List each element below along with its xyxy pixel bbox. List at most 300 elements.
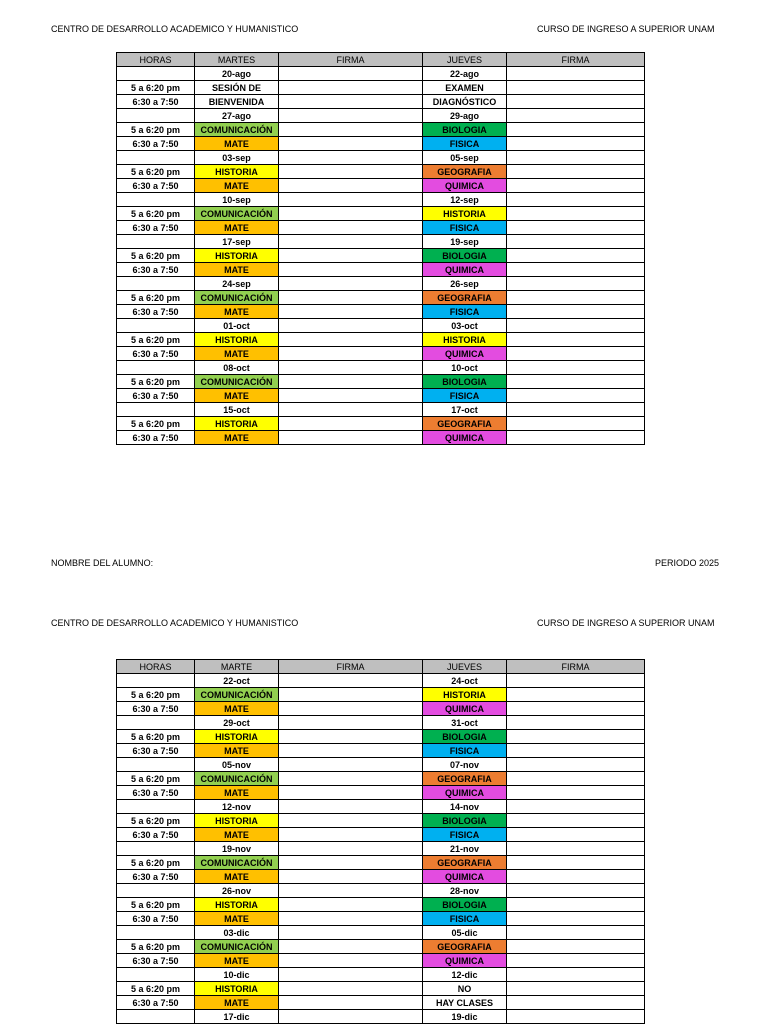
table-row xyxy=(117,996,645,1010)
horas-cell xyxy=(117,403,195,417)
firma-cell[interactable] xyxy=(507,417,645,431)
firma-cell[interactable] xyxy=(279,347,423,361)
firma-cell[interactable] xyxy=(507,1010,645,1024)
table-row xyxy=(117,291,645,305)
firma-cell[interactable] xyxy=(507,67,645,81)
table-row xyxy=(117,744,645,758)
jueves-cell: 22-ago xyxy=(423,67,507,81)
firma-cell[interactable] xyxy=(507,842,645,856)
martes-cell: 15-oct xyxy=(195,403,279,417)
firma-cell[interactable] xyxy=(279,361,423,375)
institution-title: CENTRO DE DESARROLLO ACADEMICO Y HUMANISTICO xyxy=(51,24,299,34)
table-row xyxy=(117,912,645,926)
jueves-cell: 24-oct xyxy=(423,674,507,688)
table-row xyxy=(117,926,645,940)
firma-cell[interactable] xyxy=(507,165,645,179)
firma-cell[interactable] xyxy=(507,716,645,730)
martes-cell: COMUNICACIÓN xyxy=(195,375,279,389)
table-row xyxy=(117,856,645,870)
horas-cell: 6:30 a 7:50 xyxy=(117,828,195,842)
firma-cell[interactable] xyxy=(507,968,645,982)
martes-cell: 29-oct xyxy=(195,716,279,730)
firma-cell[interactable] xyxy=(507,277,645,291)
horas-cell: 5 a 6:20 pm xyxy=(117,123,195,137)
course-title: CURSO DE INGRESO A SUPERIOR UNAM xyxy=(537,618,715,628)
table-row xyxy=(117,277,645,291)
table-row xyxy=(117,814,645,828)
jueves-cell: 12-sep xyxy=(423,193,507,207)
firma-cell[interactable] xyxy=(507,263,645,277)
table-row xyxy=(117,898,645,912)
firma-cell[interactable] xyxy=(279,375,423,389)
martes-cell: MATE xyxy=(195,786,279,800)
table-row xyxy=(117,249,645,263)
jueves-cell: BIOLOGIA xyxy=(423,375,507,389)
horas-cell: 5 a 6:20 pm xyxy=(117,291,195,305)
firma-cell[interactable] xyxy=(507,744,645,758)
martes-cell: MATE xyxy=(195,263,279,277)
firma-cell[interactable] xyxy=(279,716,423,730)
horas-cell: 6:30 a 7:50 xyxy=(117,305,195,319)
horas-cell xyxy=(117,193,195,207)
jueves-cell: HISTORIA xyxy=(423,688,507,702)
martes-cell: MATE xyxy=(195,996,279,1010)
firma-cell[interactable] xyxy=(279,417,423,431)
table-row xyxy=(117,305,645,319)
jueves-cell: EXAMEN xyxy=(423,81,507,95)
table-row xyxy=(117,431,645,445)
jueves-cell: QUIMICA xyxy=(423,870,507,884)
col-header-jueves: JUEVES xyxy=(423,53,507,67)
horas-cell: 6:30 a 7:50 xyxy=(117,179,195,193)
firma-cell[interactable] xyxy=(279,730,423,744)
firma-cell[interactable] xyxy=(279,263,423,277)
horas-cell: 5 a 6:20 pm xyxy=(117,249,195,263)
table-row xyxy=(117,179,645,193)
firma-cell[interactable] xyxy=(279,996,423,1010)
firma-cell[interactable] xyxy=(279,982,423,996)
table-row xyxy=(117,221,645,235)
martes-cell: HISTORIA xyxy=(195,249,279,263)
firma-cell[interactable] xyxy=(279,81,423,95)
firma-cell[interactable] xyxy=(507,800,645,814)
martes-cell: HISTORIA xyxy=(195,982,279,996)
martes-cell: HISTORIA xyxy=(195,417,279,431)
horas-cell xyxy=(117,319,195,333)
firma-cell[interactable] xyxy=(507,940,645,954)
col-header-firma: FIRMA xyxy=(279,53,423,67)
firma-cell[interactable] xyxy=(279,95,423,109)
firma-cell[interactable] xyxy=(279,898,423,912)
martes-cell: HISTORIA xyxy=(195,333,279,347)
firma-cell[interactable] xyxy=(279,814,423,828)
firma-cell[interactable] xyxy=(279,165,423,179)
table-row xyxy=(117,403,645,417)
table-row xyxy=(117,165,645,179)
jueves-cell: FISICA xyxy=(423,221,507,235)
firma-cell[interactable] xyxy=(279,702,423,716)
col-header-horas: HORAS xyxy=(117,660,195,674)
jueves-cell: 05-sep xyxy=(423,151,507,165)
horas-cell: 6:30 a 7:50 xyxy=(117,137,195,151)
firma-cell[interactable] xyxy=(507,291,645,305)
firma-cell[interactable] xyxy=(279,758,423,772)
jueves-cell: GEOGRAFIA xyxy=(423,165,507,179)
horas-cell xyxy=(117,758,195,772)
firma-cell[interactable] xyxy=(507,926,645,940)
firma-cell[interactable] xyxy=(507,688,645,702)
martes-cell: MATE xyxy=(195,870,279,884)
jueves-cell: 26-sep xyxy=(423,277,507,291)
martes-cell: MATE xyxy=(195,389,279,403)
martes-cell: 10-dic xyxy=(195,968,279,982)
firma-cell[interactable] xyxy=(507,109,645,123)
martes-cell: 20-ago xyxy=(195,67,279,81)
jueves-cell: 17-oct xyxy=(423,403,507,417)
horas-cell xyxy=(117,716,195,730)
jueves-cell: GEOGRAFIA xyxy=(423,291,507,305)
martes-cell: COMUNICACIÓN xyxy=(195,291,279,305)
horas-cell: 5 a 6:20 pm xyxy=(117,772,195,786)
jueves-cell: 07-nov xyxy=(423,758,507,772)
jueves-cell: HISTORIA xyxy=(423,333,507,347)
firma-cell[interactable] xyxy=(507,123,645,137)
horas-cell: 6:30 a 7:50 xyxy=(117,996,195,1010)
horas-cell xyxy=(117,361,195,375)
horas-cell: 6:30 a 7:50 xyxy=(117,431,195,445)
horas-cell: 6:30 a 7:50 xyxy=(117,954,195,968)
martes-cell: MATE xyxy=(195,912,279,926)
firma-cell[interactable] xyxy=(279,674,423,688)
firma-cell[interactable] xyxy=(507,431,645,445)
table-row xyxy=(117,870,645,884)
jueves-cell: 12-dic xyxy=(423,968,507,982)
jueves-cell: DIAGNÓSTICO xyxy=(423,95,507,109)
firma-cell[interactable] xyxy=(279,431,423,445)
period-label: PERIODO 2025 xyxy=(655,558,720,568)
firma-cell[interactable] xyxy=(507,179,645,193)
martes-cell: MATE xyxy=(195,702,279,716)
jueves-cell: QUIMICA xyxy=(423,954,507,968)
martes-cell: COMUNICACIÓN xyxy=(195,856,279,870)
horas-cell: 6:30 a 7:50 xyxy=(117,263,195,277)
col-header-martes: MARTES xyxy=(195,53,279,67)
horas-cell: 6:30 a 7:50 xyxy=(117,870,195,884)
table-row xyxy=(117,123,645,137)
table-header-row xyxy=(117,53,645,67)
col-header-horas: HORAS xyxy=(117,53,195,67)
firma-cell[interactable] xyxy=(279,786,423,800)
horas-cell xyxy=(117,674,195,688)
jueves-cell: QUIMICA xyxy=(423,347,507,361)
martes-cell: HISTORIA xyxy=(195,165,279,179)
table-row xyxy=(117,1010,645,1024)
jueves-cell: 19-dic xyxy=(423,1010,507,1024)
table-row xyxy=(117,688,645,702)
jueves-cell: 29-ago xyxy=(423,109,507,123)
firma-cell[interactable] xyxy=(279,842,423,856)
jueves-cell: BIOLOGIA xyxy=(423,898,507,912)
col-header-jueves: JUEVES xyxy=(423,660,507,674)
firma-cell[interactable] xyxy=(507,81,645,95)
jueves-cell: QUIMICA xyxy=(423,786,507,800)
firma-cell[interactable] xyxy=(507,389,645,403)
firma-cell[interactable] xyxy=(279,151,423,165)
martes-cell: COMUNICACIÓN xyxy=(195,207,279,221)
firma-cell[interactable] xyxy=(279,305,423,319)
firma-cell[interactable] xyxy=(507,207,645,221)
schedule-table-2 xyxy=(116,659,645,1024)
jueves-cell: FISICA xyxy=(423,828,507,842)
firma-cell[interactable] xyxy=(279,207,423,221)
horas-cell: 5 a 6:20 pm xyxy=(117,730,195,744)
jueves-cell: GEOGRAFIA xyxy=(423,940,507,954)
table-row xyxy=(117,319,645,333)
firma-cell[interactable] xyxy=(279,221,423,235)
horas-cell: 5 a 6:20 pm xyxy=(117,333,195,347)
horas-cell xyxy=(117,884,195,898)
table-row xyxy=(117,207,645,221)
jueves-cell: HAY CLASES xyxy=(423,996,507,1010)
firma-cell[interactable] xyxy=(507,95,645,109)
firma-cell[interactable] xyxy=(507,856,645,870)
jueves-cell: 10-oct xyxy=(423,361,507,375)
col-header-firma: FIRMA xyxy=(279,660,423,674)
horas-cell: 5 a 6:20 pm xyxy=(117,940,195,954)
table-row xyxy=(117,968,645,982)
table-row xyxy=(117,333,645,347)
horas-cell: 6:30 a 7:50 xyxy=(117,95,195,109)
firma-cell[interactable] xyxy=(507,772,645,786)
table-row xyxy=(117,842,645,856)
table-row xyxy=(117,674,645,688)
jueves-cell: 03-oct xyxy=(423,319,507,333)
table-row xyxy=(117,940,645,954)
table-row xyxy=(117,786,645,800)
firma-cell[interactable] xyxy=(507,674,645,688)
firma-cell[interactable] xyxy=(507,403,645,417)
horas-cell: 6:30 a 7:50 xyxy=(117,389,195,403)
firma-cell[interactable] xyxy=(507,305,645,319)
horas-cell xyxy=(117,1010,195,1024)
firma-cell[interactable] xyxy=(507,912,645,926)
jueves-cell: BIOLOGIA xyxy=(423,249,507,263)
firma-cell[interactable] xyxy=(279,193,423,207)
firma-cell[interactable] xyxy=(279,926,423,940)
martes-cell: MATE xyxy=(195,347,279,361)
student-name-label: NOMBRE DEL ALUMNO: xyxy=(51,558,154,568)
firma-cell[interactable] xyxy=(279,1010,423,1024)
firma-cell[interactable] xyxy=(507,319,645,333)
table-row xyxy=(117,702,645,716)
martes-cell: 26-nov xyxy=(195,884,279,898)
martes-cell: HISTORIA xyxy=(195,898,279,912)
firma-cell[interactable] xyxy=(279,333,423,347)
martes-cell: 24-sep xyxy=(195,277,279,291)
firma-cell[interactable] xyxy=(507,814,645,828)
firma-cell[interactable] xyxy=(507,884,645,898)
martes-cell: MATE xyxy=(195,954,279,968)
martes-cell: 08-oct xyxy=(195,361,279,375)
horas-cell xyxy=(117,109,195,123)
firma-cell[interactable] xyxy=(507,730,645,744)
firma-cell[interactable] xyxy=(507,954,645,968)
horas-cell: 5 a 6:20 pm xyxy=(117,982,195,996)
firma-cell[interactable] xyxy=(279,291,423,305)
firma-cell[interactable] xyxy=(279,870,423,884)
table-row xyxy=(117,982,645,996)
firma-cell[interactable] xyxy=(279,940,423,954)
martes-cell: COMUNICACIÓN xyxy=(195,772,279,786)
jueves-cell: BIOLOGIA xyxy=(423,814,507,828)
table-row xyxy=(117,800,645,814)
martes-cell: COMUNICACIÓN xyxy=(195,688,279,702)
firma-cell[interactable] xyxy=(507,786,645,800)
firma-cell[interactable] xyxy=(507,151,645,165)
firma-cell[interactable] xyxy=(507,870,645,884)
horas-cell: 6:30 a 7:50 xyxy=(117,347,195,361)
firma-cell[interactable] xyxy=(507,828,645,842)
martes-cell: MATE xyxy=(195,305,279,319)
table-row xyxy=(117,151,645,165)
firma-cell[interactable] xyxy=(507,758,645,772)
jueves-cell: 28-nov xyxy=(423,884,507,898)
firma-cell[interactable] xyxy=(279,856,423,870)
firma-cell[interactable] xyxy=(279,249,423,263)
firma-cell[interactable] xyxy=(507,996,645,1010)
firma-cell[interactable] xyxy=(279,800,423,814)
firma-cell[interactable] xyxy=(279,235,423,249)
table-row xyxy=(117,716,645,730)
martes-cell: HISTORIA xyxy=(195,730,279,744)
institution-title: CENTRO DE DESARROLLO ACADEMICO Y HUMANISTICO xyxy=(51,618,299,628)
martes-cell: MATE xyxy=(195,179,279,193)
table-row xyxy=(117,67,645,81)
firma-cell[interactable] xyxy=(279,828,423,842)
col-header-firma: FIRMA xyxy=(507,53,645,67)
jueves-cell: FISICA xyxy=(423,744,507,758)
horas-cell xyxy=(117,235,195,249)
firma-cell[interactable] xyxy=(279,912,423,926)
firma-cell[interactable] xyxy=(279,137,423,151)
martes-cell: MATE xyxy=(195,431,279,445)
table-row xyxy=(117,235,645,249)
martes-cell: COMUNICACIÓN xyxy=(195,940,279,954)
firma-cell[interactable] xyxy=(279,772,423,786)
horas-cell xyxy=(117,842,195,856)
horas-cell xyxy=(117,151,195,165)
firma-cell[interactable] xyxy=(507,361,645,375)
martes-cell: 17-dic xyxy=(195,1010,279,1024)
table-row xyxy=(117,95,645,109)
martes-cell: 03-sep xyxy=(195,151,279,165)
firma-cell[interactable] xyxy=(507,347,645,361)
table-row xyxy=(117,109,645,123)
horas-cell: 5 a 6:20 pm xyxy=(117,814,195,828)
table-row xyxy=(117,263,645,277)
firma-cell[interactable] xyxy=(279,389,423,403)
firma-cell[interactable] xyxy=(279,277,423,291)
firma-cell[interactable] xyxy=(279,968,423,982)
martes-cell: 05-nov xyxy=(195,758,279,772)
firma-cell[interactable] xyxy=(279,688,423,702)
horas-cell: 5 a 6:20 pm xyxy=(117,81,195,95)
jueves-cell: 14-nov xyxy=(423,800,507,814)
firma-cell[interactable] xyxy=(507,702,645,716)
horas-cell: 6:30 a 7:50 xyxy=(117,702,195,716)
firma-cell[interactable] xyxy=(507,982,645,996)
horas-cell xyxy=(117,277,195,291)
martes-cell: 01-oct xyxy=(195,319,279,333)
firma-cell[interactable] xyxy=(507,898,645,912)
martes-cell: SESIÓN DE xyxy=(195,81,279,95)
firma-cell[interactable] xyxy=(507,221,645,235)
firma-cell[interactable] xyxy=(279,123,423,137)
jueves-cell: NO xyxy=(423,982,507,996)
firma-cell[interactable] xyxy=(507,235,645,249)
firma-cell[interactable] xyxy=(279,319,423,333)
horas-cell: 5 a 6:20 pm xyxy=(117,417,195,431)
table-row xyxy=(117,730,645,744)
jueves-cell: FISICA xyxy=(423,389,507,403)
jueves-cell: FISICA xyxy=(423,305,507,319)
horas-cell: 5 a 6:20 pm xyxy=(117,165,195,179)
firma-cell[interactable] xyxy=(507,249,645,263)
jueves-cell: FISICA xyxy=(423,912,507,926)
table-row xyxy=(117,884,645,898)
firma-cell[interactable] xyxy=(279,744,423,758)
martes-cell: 22-oct xyxy=(195,674,279,688)
firma-cell[interactable] xyxy=(507,333,645,347)
table-row xyxy=(117,347,645,361)
horas-cell: 5 a 6:20 pm xyxy=(117,898,195,912)
jueves-cell: GEOGRAFIA xyxy=(423,772,507,786)
martes-cell: 19-nov xyxy=(195,842,279,856)
table-row xyxy=(117,828,645,842)
jueves-cell: 31-oct xyxy=(423,716,507,730)
firma-cell[interactable] xyxy=(279,954,423,968)
martes-cell: 03-dic xyxy=(195,926,279,940)
firma-cell[interactable] xyxy=(279,67,423,81)
horas-cell xyxy=(117,800,195,814)
table-row xyxy=(117,772,645,786)
firma-cell[interactable] xyxy=(279,884,423,898)
horas-cell: 5 a 6:20 pm xyxy=(117,207,195,221)
firma-cell[interactable] xyxy=(279,179,423,193)
martes-cell: 17-sep xyxy=(195,235,279,249)
horas-cell: 5 a 6:20 pm xyxy=(117,688,195,702)
horas-cell xyxy=(117,926,195,940)
martes-cell: 10-sep xyxy=(195,193,279,207)
table-row xyxy=(117,81,645,95)
table-row xyxy=(117,137,645,151)
firma-cell[interactable] xyxy=(507,193,645,207)
martes-cell: MATE xyxy=(195,828,279,842)
firma-cell[interactable] xyxy=(507,375,645,389)
horas-cell: 5 a 6:20 pm xyxy=(117,375,195,389)
firma-cell[interactable] xyxy=(279,109,423,123)
jueves-cell: QUIMICA xyxy=(423,431,507,445)
martes-cell: 12-nov xyxy=(195,800,279,814)
horas-cell: 5 a 6:20 pm xyxy=(117,856,195,870)
jueves-cell: QUIMICA xyxy=(423,702,507,716)
table-row xyxy=(117,389,645,403)
martes-cell: MATE xyxy=(195,221,279,235)
firma-cell[interactable] xyxy=(279,403,423,417)
martes-cell: MATE xyxy=(195,744,279,758)
jueves-cell: HISTORIA xyxy=(423,207,507,221)
firma-cell[interactable] xyxy=(507,137,645,151)
